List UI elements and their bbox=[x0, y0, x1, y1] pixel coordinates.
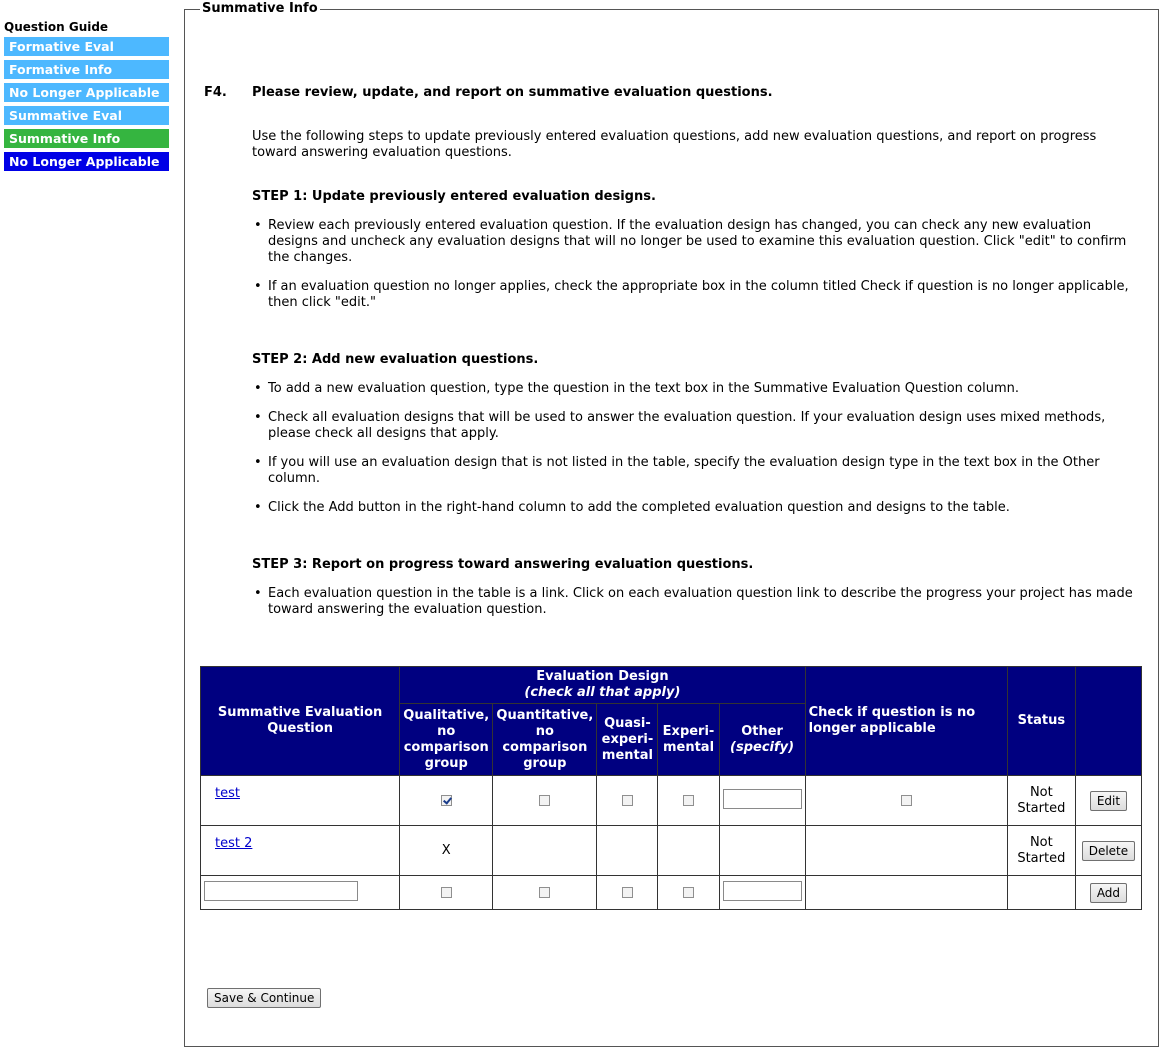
question-text: Please review, update, and report on summative evaluation questions. bbox=[252, 85, 773, 100]
status-row-1: Not Started bbox=[1017, 784, 1066, 816]
experimental-checkbox-new[interactable] bbox=[683, 887, 694, 898]
header-evaluation-design-label: Evaluation Design bbox=[536, 669, 669, 684]
sidebar-item-formative-eval[interactable]: Formative Eval bbox=[4, 37, 169, 56]
header-no-longer-applicable: Check if question is no longer applicable bbox=[805, 667, 1007, 776]
table-row bbox=[201, 826, 1142, 876]
step-2-bullet-4: • Click the Add button in the right-hand column to add the completed evaluation question and designs to the table. bbox=[252, 500, 1140, 516]
summative-evaluation-table bbox=[200, 666, 1142, 910]
step-2-title: STEP 2: Add new evaluation questions. bbox=[252, 352, 539, 367]
quasi-checkbox-row-1[interactable] bbox=[622, 795, 633, 806]
quantitative-checkbox-new[interactable] bbox=[539, 887, 550, 898]
step-1-bullet-1: • Review each previously entered evaluation question. If the evaluation design has changed, you can check any new evaluation designs and uncheck any evaluation designs that will no longer be used to examine this evaluation question. Click "edit" to confirm the changes. bbox=[252, 218, 1140, 266]
sidebar-item-summative-no-longer-applicable[interactable]: No Longer Applicable bbox=[4, 152, 169, 171]
header-other-label: Other bbox=[741, 723, 783, 739]
sidebar-item-formative-info[interactable]: Formative Info bbox=[4, 60, 169, 79]
header-evaluation-design-note: (check all that apply) bbox=[524, 685, 681, 700]
delete-button[interactable]: Delete bbox=[1082, 841, 1135, 861]
status-row-2: Not Started bbox=[1017, 834, 1066, 866]
sidebar-item-summative-eval[interactable]: Summative Eval bbox=[4, 106, 169, 125]
step-1-bullet-2: • If an evaluation question no longer applies, check the appropriate box in the column titled Check if question is no longer applicable, then click "edit." bbox=[252, 279, 1140, 311]
add-row bbox=[201, 876, 1142, 910]
add-button[interactable]: Add bbox=[1090, 883, 1127, 903]
question-link-test[interactable]: test bbox=[215, 786, 240, 801]
header-summative-question: Summative Evaluation Question bbox=[201, 667, 400, 776]
header-other bbox=[719, 704, 805, 776]
header-evaluation-design bbox=[400, 667, 805, 704]
question-number: F4. bbox=[204, 85, 227, 100]
step-2-bullet-3: • If you will use an evaluation design that is not listed in the table, specify the evaluation design type in the text box in the Other column. bbox=[252, 455, 1140, 487]
header-qualitative: Qualitative, no comparison group bbox=[400, 704, 493, 776]
step-2-bullet-2: • Check all evaluation designs that will be used to answer the evaluation question. If your evaluation design uses mixed methods, please check all designs that apply. bbox=[252, 410, 1140, 442]
experimental-checkbox-row-1[interactable] bbox=[683, 795, 694, 806]
header-action bbox=[1075, 667, 1141, 776]
question-link-test-2[interactable]: test 2 bbox=[215, 836, 253, 851]
sidebar-item-formative-no-longer-applicable[interactable]: No Longer Applicable bbox=[4, 83, 169, 102]
step-3-title: STEP 3: Report on progress toward answering evaluation questions. bbox=[252, 557, 754, 572]
step-2-bullet-1: • To add a new evaluation question, type the question in the text box in the Summative Evaluation Question column. bbox=[252, 381, 1140, 397]
quasi-checkbox-new[interactable] bbox=[622, 887, 633, 898]
step-1-title: STEP 1: Update previously entered evaluation designs. bbox=[252, 189, 656, 204]
header-quantitative: Quantitative, no comparison group bbox=[493, 704, 597, 776]
step-3-bullet-1: • Each evaluation question in the table is a link. Click on each evaluation question link to describe the progress your project has made toward answering the evaluation question. bbox=[252, 586, 1140, 618]
header-quasi-experimental: Quasi-experi-mental bbox=[597, 704, 658, 776]
edit-button[interactable]: Edit bbox=[1090, 791, 1127, 811]
table-row bbox=[201, 776, 1142, 826]
panel-legend: Summative Info bbox=[202, 1, 318, 16]
header-status: Status bbox=[1007, 667, 1075, 776]
other-input-row-1[interactable] bbox=[723, 789, 802, 809]
new-question-input[interactable] bbox=[204, 881, 358, 901]
sidebar-heading: Question Guide bbox=[4, 20, 109, 34]
other-input-new[interactable] bbox=[723, 881, 802, 901]
question-intro: Use the following steps to update previously entered evaluation questions, add new evaluation questions, and report on progress toward answering evaluation questions. bbox=[252, 129, 1097, 160]
save-continue-button[interactable]: Save & Continue bbox=[207, 988, 321, 1008]
header-experimental: Experi-mental bbox=[658, 704, 719, 776]
qualitative-mark-row-2: X bbox=[441, 843, 451, 858]
quantitative-checkbox-row-1[interactable] bbox=[539, 795, 550, 806]
question-guide-sidebar bbox=[4, 20, 169, 175]
header-other-note: (specify) bbox=[730, 739, 795, 755]
sidebar-item-summative-info[interactable]: Summative Info bbox=[4, 129, 169, 148]
qualitative-checkbox-row-1[interactable] bbox=[441, 795, 452, 806]
no-longer-applicable-checkbox-row-1[interactable] bbox=[901, 795, 912, 806]
qualitative-checkbox-new[interactable] bbox=[441, 887, 452, 898]
